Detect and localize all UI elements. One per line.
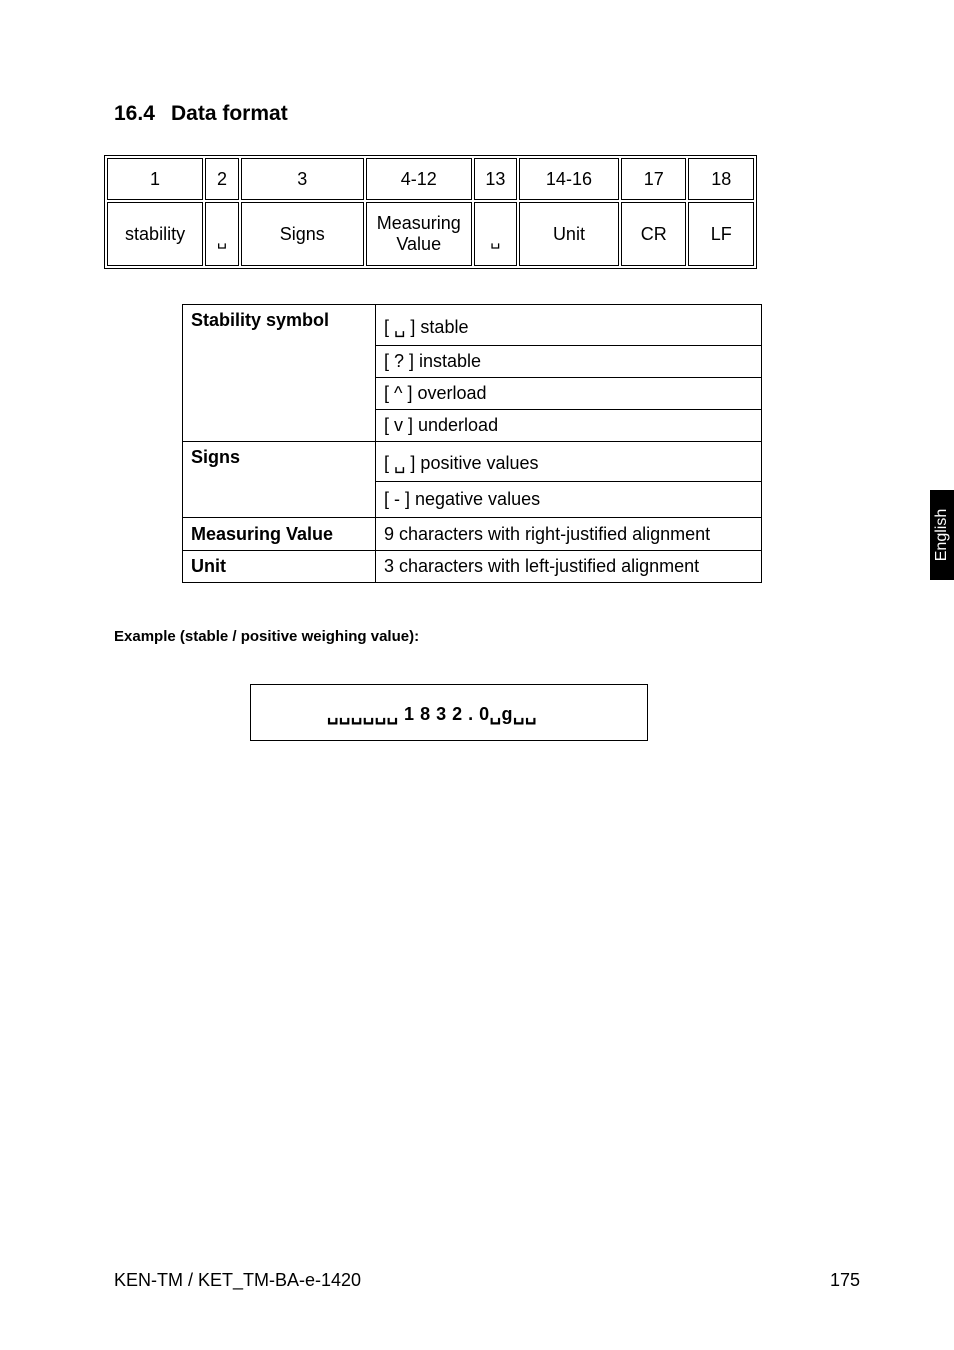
position-cell: 1 bbox=[107, 158, 203, 200]
position-cell: 14-16 bbox=[519, 158, 619, 200]
signs-option: [ - ] negative values bbox=[376, 482, 762, 518]
description-table bbox=[182, 304, 762, 583]
section-heading bbox=[114, 102, 288, 126]
example-label: Example (stable / positive weighing value): bbox=[114, 628, 420, 645]
position-cell: 4-12 bbox=[366, 158, 472, 200]
stability-option: [ ? ] instable bbox=[376, 346, 762, 378]
signs-option: [ ␣ ] positive values bbox=[376, 442, 762, 482]
data-format-table bbox=[104, 155, 757, 269]
signs-label: Signs bbox=[183, 442, 376, 518]
unit-description: 3 characters with left-justified alignment bbox=[376, 551, 762, 583]
stability-symbol-label: Stability symbol bbox=[183, 305, 376, 442]
stability-option: [ ^ ] overload bbox=[376, 378, 762, 410]
field-cell bbox=[205, 202, 239, 266]
language-tab bbox=[930, 490, 954, 580]
field-cell: CR bbox=[621, 202, 686, 266]
stability-option: [ ␣ ] stable bbox=[376, 305, 762, 346]
position-cell: 13 bbox=[474, 158, 517, 200]
page-number: 175 bbox=[830, 1270, 861, 1290]
language-tab-label: English bbox=[933, 508, 950, 562]
stability-option: [ v ] underload bbox=[376, 410, 762, 442]
position-cell: 2 bbox=[205, 158, 239, 200]
position-cell: 3 bbox=[241, 158, 364, 200]
table-row bbox=[183, 518, 762, 551]
field-cell: stability bbox=[107, 202, 203, 266]
table-row bbox=[183, 551, 762, 583]
position-row bbox=[107, 158, 754, 200]
unit-label: Unit bbox=[183, 551, 376, 583]
field-cell: Signs bbox=[241, 202, 364, 266]
section-title: Data format bbox=[171, 102, 288, 125]
space-symbol: ␣ bbox=[216, 232, 228, 249]
example-box bbox=[250, 684, 648, 741]
position-cell: 18 bbox=[688, 158, 754, 200]
field-cell: LF bbox=[688, 202, 754, 266]
field-cell: Unit bbox=[519, 202, 619, 266]
field-row bbox=[107, 202, 754, 266]
space-symbol: ␣ bbox=[490, 232, 501, 249]
measuring-value-description: 9 characters with right-justified alignment bbox=[376, 518, 762, 551]
section-number: 16.4 bbox=[114, 102, 155, 125]
table-row bbox=[183, 442, 762, 482]
position-cell: 17 bbox=[621, 158, 686, 200]
field-cell bbox=[474, 202, 517, 266]
field-cell: Measuring Value bbox=[366, 202, 472, 266]
table-row bbox=[183, 305, 762, 346]
measuring-value-label: Measuring Value bbox=[183, 518, 376, 551]
footer-document-id: KEN-TM / KET_TM-BA-e-1420 bbox=[114, 1270, 362, 1290]
example-value: ␣␣␣␣␣␣ 1 8 3 2 . 0␣g␣␣ bbox=[327, 704, 537, 724]
